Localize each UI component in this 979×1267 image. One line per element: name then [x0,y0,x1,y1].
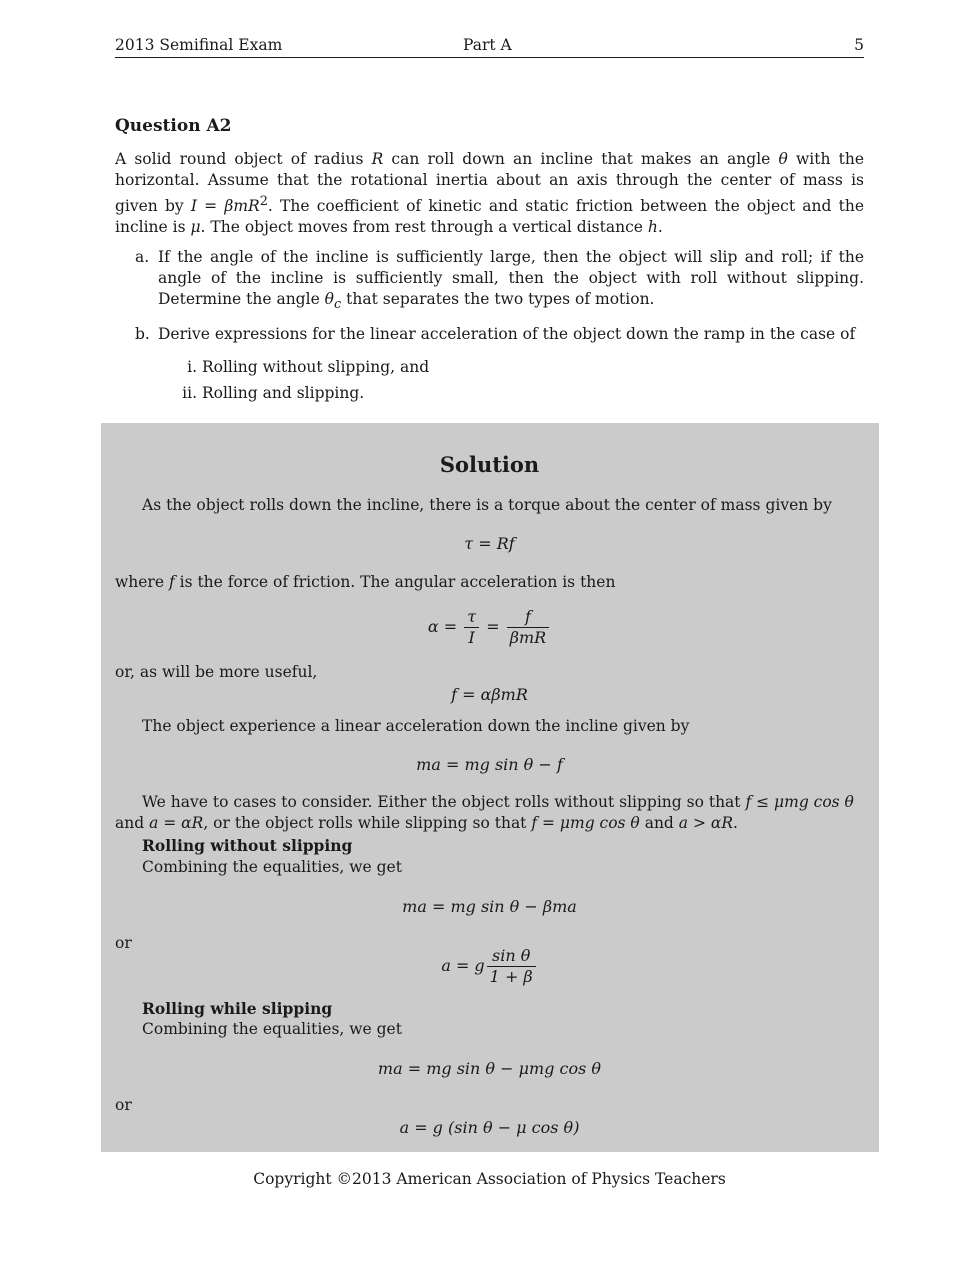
question-part-a [135,247,864,315]
case-heading-rolling-while-slipping: Rolling while slipping [142,999,333,1018]
solution-paragraph: Combining the equalities, we get [142,1020,402,1038]
solution-title: Solution [439,452,540,477]
solution-paragraph: The object experience a linear acceleration down the incline given by [142,717,690,735]
solution-paragraph: or, as will be more useful, [115,663,318,681]
solution-paragraph: Combining the equalities, we get [142,858,402,876]
header-exam-name: 2013 Semifinal Exam [115,36,283,54]
part-b-text: Derive expressions for the linear acceleration of the object down the ramp in the case of [158,325,856,343]
equation-no-slip: ma = mg sin θ − βma [402,897,577,916]
question-part-b [135,324,864,345]
header-page-number: 5 [854,36,864,54]
part-b-subitem: ii. Rolling and slipping. [182,384,365,402]
part-a-label: a. [135,248,150,266]
equation-slip: ma = mg sin θ − μmg cos θ [377,1059,602,1078]
copyright-footer: Copyright ©2013 American Association of Physics Teachers [253,1170,726,1188]
solution-box [101,423,879,1152]
solution-paragraph: and a = αR, or the object rolls while slipping so that f = μmg cos θ and a > αR. [115,814,738,832]
equation-angular-acceleration: α = $\frac{\tau}{I}$ = $\frac{f}{\text{βmR}}$ [115,607,864,648]
equation-no-slip-result: a = g $\frac{\text{sin θ}}{1 + \beta}$ [115,946,864,987]
page-header [115,35,864,58]
case-heading-rolling-without-slipping: Rolling without slipping [142,836,353,855]
equation-slip-result: a = g (sin θ − μ cos θ) [399,1118,580,1137]
question-title: Question A2 [115,116,232,136]
solution-paragraph: where f is the force of friction. The angular acceleration is then [115,573,616,591]
part-a-text: If the angle of the incline is sufficiently large, then the object will slip and roll; if the angle of the incline is sufficiently small, then the object with roll without slipping. Determine the angle $\theta_c$ that separates the two types of motion. [158,248,864,313]
equation-torque: τ = Rf [464,534,515,553]
or-text: or [115,1096,132,1114]
solution-paragraph: As the object rolls down the incline, there is a torque about the center of mass given by [142,496,832,514]
part-b-label: b. [135,325,150,343]
question-intro: A solid round object of radius R can roll down an incline that makes an angle θ with the horizontal. Assume that the rotational inertia about an axis through the center of mass is given by I = βmR$^2$. The coefficient of kinetic and static friction between the object and the incline is μ. The object moves from rest through a vertical distance h. [115,150,864,237]
or-text: or [115,934,132,952]
solution-paragraph: We have to cases to consider. Either the object rolls without slipping so that f ≤ μmg cos θ [142,793,854,811]
part-b-subitem: i. Rolling without slipping, and [187,358,430,376]
equation-friction: f = αβmR [451,685,528,704]
equation-linear-acceleration: ma = mg sin θ − f [416,755,563,774]
header-part: Part A [463,36,512,54]
